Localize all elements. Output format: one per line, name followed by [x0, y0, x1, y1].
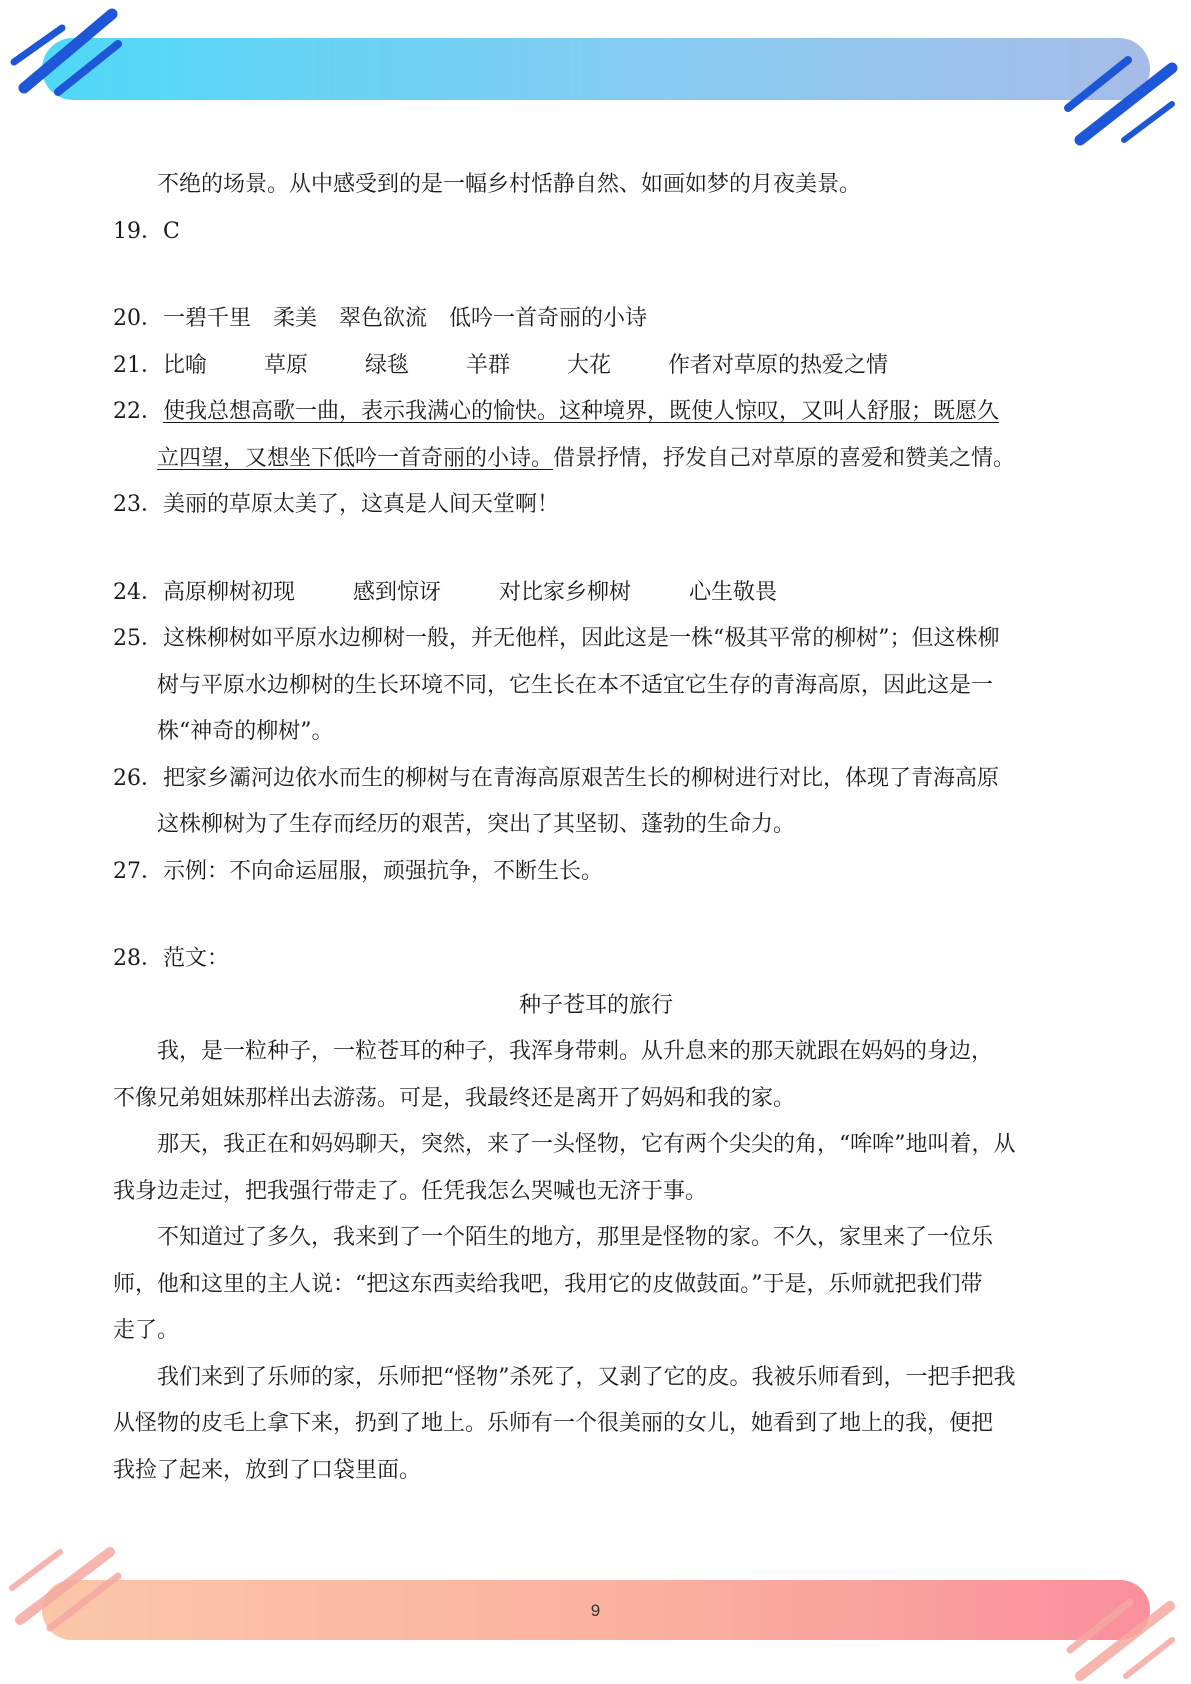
answer-number: 22． [113, 399, 163, 424]
answer-item: 大花 [567, 352, 612, 378]
answer-24 [113, 570, 1079, 617]
answer-22-cont [113, 436, 1079, 483]
essay-line: 不像兄弟姐妹那样出去游荡。可是，我最终还是离开了妈妈和我的家。 [113, 1085, 796, 1111]
answer-item: 比喻 [163, 352, 208, 378]
answer-19: 19．C [113, 218, 180, 244]
answer-26: 26．把家乡灞河边依水而生的柳树与在青海高原艰苦生长的柳树进行对比，体现了青海高原 [113, 765, 999, 791]
answer-27: 27．示例：不向命运屈服，顽强抗争，不断生长。 [113, 858, 603, 884]
answer-item: 绿毯 [365, 352, 410, 378]
essay-line: 那天，我正在和妈妈聊天，突然，来了一头怪物，它有两个尖尖的角，“哞哞”地叫着，从 [157, 1132, 1016, 1157]
answer-item: 羊群 [466, 352, 511, 378]
answer-25: 25．这株柳树如平原水边柳树一般，并无他样，因此这是一株“极其平常的柳树”；但这株柳 [113, 626, 1000, 651]
text-line: 不绝的场景。从中感受到的是一幅乡村恬静自然、如画如梦的月夜美景。 [157, 172, 862, 197]
answer-28: 28．范文： [113, 946, 229, 971]
essay-line: 我们来到了乐师的家，乐师把“怪物”杀死了，又剥了它的皮。我被乐师看到，一把手把我 [157, 1364, 1016, 1390]
essay-line: 不知道过了多久，我来到了一个陌生的地方，那里是怪物的家。不久，家里来了一位乐 [157, 1225, 994, 1250]
answer-item: 作者对草原的热爱之情 [668, 352, 889, 378]
essay-line: 从怪物的皮毛上拿下来，扔到了地上。乐师有一个很美丽的女儿，她看到了地上的我，便把 [113, 1411, 994, 1436]
header-stripe [1124, 104, 1172, 140]
answer-number: 21． [113, 352, 163, 378]
page-number: 9 [590, 1601, 601, 1620]
answer-item: 草原 [264, 352, 309, 378]
essay-line: 我身边走过，把我强行带走了。任凭我怎么哭喊也无济于事。 [113, 1178, 708, 1204]
answer-26-cont: 这株柳树为了生存而经历的艰苦，突出了其坚韧、蓬勃的生命力。 [157, 812, 796, 837]
footer-stripe [1126, 1640, 1172, 1676]
header-banner [42, 38, 1150, 100]
spacer [113, 529, 1079, 570]
answer-number: 24． [113, 579, 163, 605]
answer-25-cont: 株“神奇的柳树”。 [157, 719, 334, 744]
spacer [113, 255, 1079, 296]
essay-title: 种子苍耳的旅行 [518, 992, 673, 1018]
answer-25-cont: 树与平原水边柳树的生长环境不同，它生长在本不适宜它生存的青海高原，因此这是一 [157, 672, 994, 698]
answer-item: 高原柳树初现 [163, 579, 296, 605]
answer-item: 对比家乡柳树 [499, 579, 632, 605]
answer-item: 感到惊讶 [353, 579, 442, 605]
essay-line: 师，他和这里的主人说：“把这东西卖给我吧，我用它的皮做鼓面。”于是，乐师就把我们带 [113, 1271, 983, 1297]
footer-stripe [12, 1552, 60, 1588]
underlined-quote: 使我总想高歌一曲，表示我满心的愉快。这种境界，既使人惊叹，又叫人舒服；既愿久 [163, 399, 1000, 424]
answer-22 [113, 389, 1079, 436]
spacer [113, 895, 1079, 936]
answer-content [113, 162, 1079, 1494]
underlined-quote: 立四望，又想坐下低吟一首奇丽的小诗。 [157, 445, 554, 471]
answer-item: 心生敬畏 [689, 579, 778, 605]
essay-line: 走了。 [113, 1318, 180, 1343]
answer-21 [113, 343, 1079, 390]
essay-line: 我捡了起来，放到了口袋里面。 [113, 1457, 422, 1483]
answer-20: 20．一碧千里 柔美 翠色欲流 低吟一首奇丽的小诗 [113, 306, 647, 331]
answer-23: 23．美丽的草原太美了，这真是人间天堂啊！ [113, 492, 559, 517]
essay-line: 我，是一粒种子，一粒苍耳的种子，我浑身带刺。从升息来的那天就跟在妈妈的身边， [157, 1039, 994, 1064]
answer-text: 借景抒情，抒发自己对草原的喜爱和赞美之情。 [553, 445, 1016, 471]
